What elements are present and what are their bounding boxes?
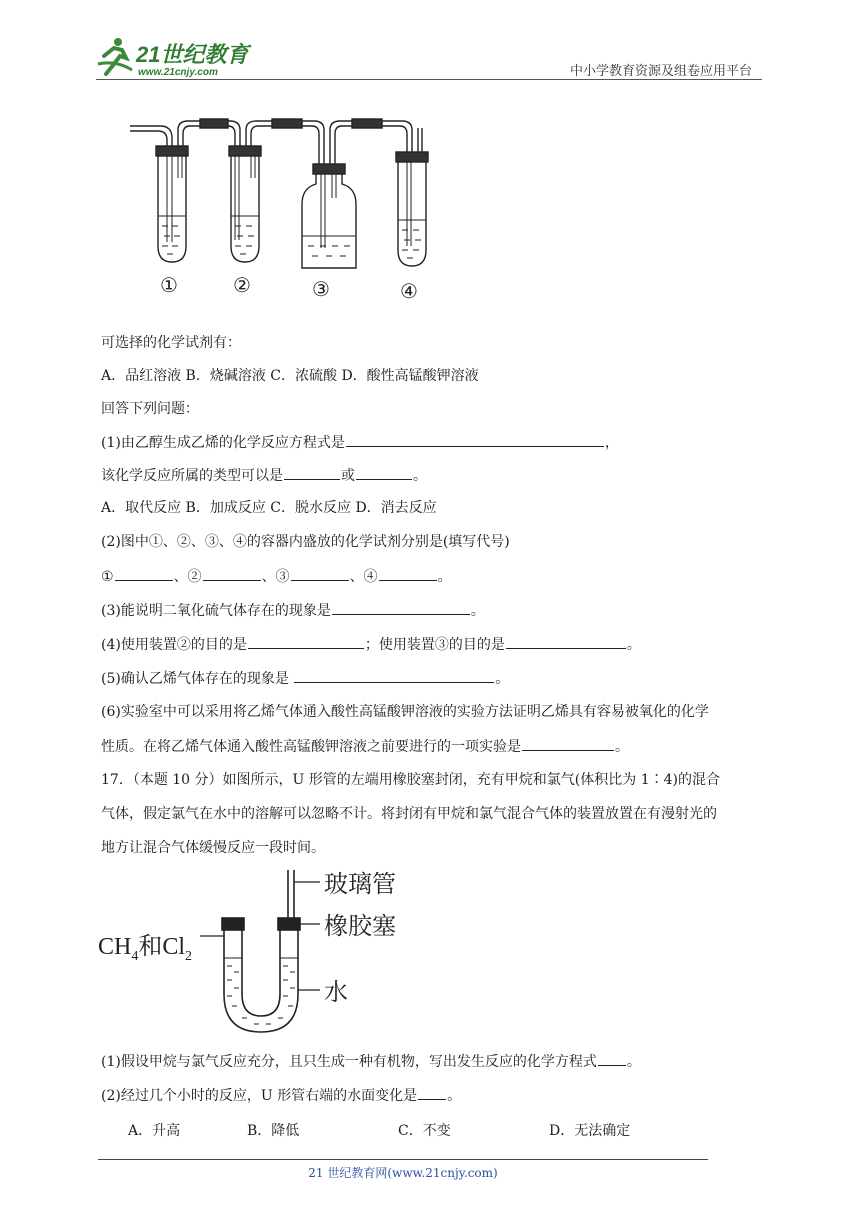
q4-text-2: ；使用装置③的目的是 <box>364 637 505 653</box>
p17-line-3: 地方让混合气体缓慢反应一段时间。 <box>101 840 325 856</box>
header-divider <box>96 79 762 80</box>
q17-1-text: (1)假设甲烷与氯气反应充分，且只生成一种有机物，写出发生反应的化学方程式 <box>101 1054 597 1070</box>
apparatus-label-2: ② <box>233 273 251 297</box>
q5-line <box>101 668 509 689</box>
q1-type-or: 或 <box>341 468 355 484</box>
p17-line-1: 17．（本题 10 分）如图所示，U 形管的左端用橡胶塞封闭，充有甲烷和氯气(体积比为 1∶4)的混合 <box>101 772 720 788</box>
q17-2-line <box>101 1085 461 1106</box>
q1-equation-line <box>101 432 619 453</box>
q5-end: 。 <box>495 671 510 687</box>
q1-equation-text: (1)由乙醇生成乙烯的化学反应方程式是 <box>101 435 345 451</box>
q1-equation-blank[interactable] <box>346 432 604 447</box>
q2-label-1: ① <box>101 569 114 585</box>
q6-text: 性质。在将乙烯气体通入酸性高锰酸钾溶液之前要进行的一项实验是 <box>101 739 521 755</box>
logo-url-text: www.21cnjy.com <box>138 67 218 78</box>
site-logo <box>96 34 266 80</box>
q5-text: (5)确认乙烯气体存在的现象是 <box>101 671 294 687</box>
gas-label-sub4: 4 <box>131 949 139 964</box>
u-tube-figure <box>92 866 422 1042</box>
q3-blank[interactable] <box>332 600 470 615</box>
q4-blank-2[interactable] <box>506 634 626 649</box>
q6-line-2 <box>101 736 629 757</box>
q2-label-2: 、② <box>173 569 202 585</box>
answer-intro: 回答下列问题： <box>101 401 199 417</box>
glass-tube-label: 玻璃管 <box>324 870 396 898</box>
q6-blank[interactable] <box>522 736 614 751</box>
q17-2-option-a: A．升高 <box>128 1123 181 1139</box>
footer-divider <box>98 1159 708 1160</box>
q17-2-end: 。 <box>447 1088 462 1104</box>
footer-text[interactable]: 21 世纪教育网(www.21cnjy.com) <box>308 1166 498 1180</box>
q2-blank-2[interactable] <box>203 566 261 581</box>
q2-blanks-line <box>101 566 452 587</box>
stopper-label: 橡胶塞 <box>324 912 396 940</box>
q17-2-blank[interactable] <box>418 1085 446 1100</box>
q2-label-3: 、③ <box>261 569 290 585</box>
apparatus-figure <box>120 108 450 308</box>
q4-line <box>101 634 641 655</box>
apparatus-label-1: ① <box>160 273 178 297</box>
q1-type-blank-2[interactable] <box>356 465 412 480</box>
q17-1-blank[interactable] <box>598 1051 626 1066</box>
header-platform-text: 中小学教育资源及组卷应用平台 <box>569 64 752 79</box>
q17-2-text: (2)经过几个小时的反应，U 形管右端的水面变化是 <box>101 1088 418 1104</box>
logo-main-text: 21世纪教育 <box>136 42 249 67</box>
q6-line-1: (6)实验室中可以采用将乙烯气体通入酸性高锰酸钾溶液的实验方法证明乙烯具有容易被氧化的化学 <box>101 704 709 720</box>
q1-type-blank-1[interactable] <box>284 465 340 480</box>
q1-type-end: 。 <box>413 468 427 484</box>
q17-1-line <box>101 1051 641 1072</box>
apparatus-label-3: ③ <box>312 277 330 301</box>
q2-blank-4[interactable] <box>379 566 437 581</box>
q1-equation-end: ， <box>604 435 619 451</box>
q1-type-line <box>101 465 427 486</box>
gas-label-sub2: 2 <box>185 949 193 964</box>
q17-2-option-c: C．不变 <box>398 1123 451 1139</box>
q17-2-option-d: D．无法确定 <box>549 1123 631 1139</box>
q17-1-end: 。 <box>626 1054 641 1070</box>
q1-options: A．取代反应 B．加成反应 C．脱水反应 D．消去反应 <box>101 500 437 516</box>
q6-end: 。 <box>615 739 629 755</box>
reagents-intro: 可选择的化学试剂有： <box>101 335 241 351</box>
q3-end: 。 <box>470 603 485 619</box>
gas-label-cl: 和Cl <box>138 934 186 960</box>
q2-label-4: 、④ <box>349 569 378 585</box>
q2-end: 。 <box>437 569 452 585</box>
apparatus-label-4: ④ <box>400 279 418 303</box>
runner-icon <box>98 38 132 74</box>
gas-label-ch: CH <box>98 934 132 960</box>
q3-text: (3)能说明二氧化硫气体存在的现象是 <box>101 603 331 619</box>
q2-blank-3[interactable] <box>291 566 349 581</box>
q4-blank-1[interactable] <box>248 634 364 649</box>
water-label: 水 <box>324 978 348 1006</box>
q2-text: (2)图中①、②、③、④的容器内盛放的化学试剂分别是(填写代号) <box>101 534 510 550</box>
q5-blank[interactable] <box>294 668 494 683</box>
svg-text:CH4和Cl2 <box>98 933 192 964</box>
q1-type-text: 该化学反应所属的类型可以是 <box>101 468 283 484</box>
q4-text-1: (4)使用装置②的目的是 <box>101 637 247 653</box>
q17-2-option-b: B．降低 <box>247 1123 300 1139</box>
q3-line <box>101 600 485 621</box>
q2-blank-1[interactable] <box>115 566 173 581</box>
p17-line-2: 气体，假定氯气在水中的溶解可以忽略不计。将封闭有甲烷和氯气混合气体的装置放置在有漫射光的 <box>101 806 717 822</box>
q4-end: 。 <box>626 637 641 653</box>
reagents-options: A．品红溶液 B．烧碱溶液 C．浓硫酸 D．酸性高锰酸钾溶液 <box>101 368 479 384</box>
